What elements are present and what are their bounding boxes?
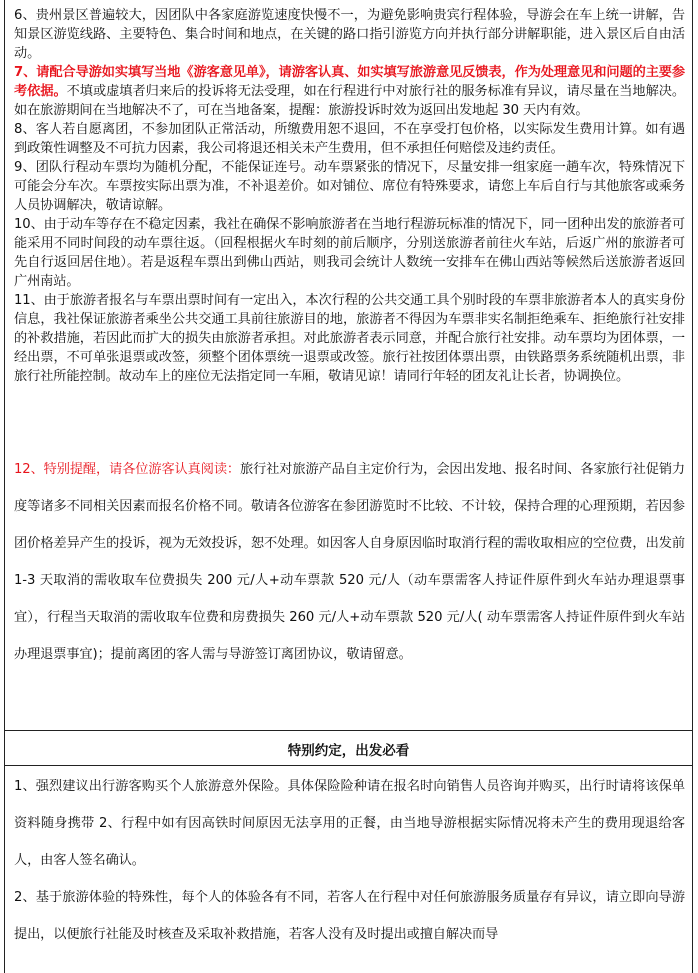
term-item-8: 8、客人若自愿离团，不参加团队正常活动，所缴费用恕不退回，不在享受打包价格，以实际发生费用计算。如有遇到政策性调整及不可抗力因素，我公司将退还相关未产生费用，但不承担任何赔偿及违约责任。 (14, 122, 685, 156)
special-agreement-heading: 特别约定，出发必看 (287, 743, 410, 759)
term-item-12: 12、特别提醒，请各位游客认真阅读：旅行社对旅游产品自主定价行为，会因出发地、报名时间、各家旅行社促销力度等诸多不同相关因素而报名价格不同。敬请各位游客在参团游览时不比较、不计较，保持合理的心理预期，若因参团价格差异产生的投诉，视为无效投诉，恕不处理。如因客人自身原因临时取消行程的需收取相应的空位费，出发前 1-3 天取消的需收取车位费损失 200 元/人+动车票款 520 元/人（动车票需客人持证件原件到火车站办理退票事宜），行程当天取消的需收取车位费和房费损失 260 元/人+动车票款 520 元/人( 动车票需客人持证件原件到火车站办理退票事宜)；提前离团的客人需与导游签订离团协议，敬请留意。 (14, 462, 685, 662)
special-item-1: 1、强烈建议出行游客购买个人旅游意外保险。具体保险险种请在报名时向销售人员咨询并购买，出行时请将该保单资料随身携带 2、行程中如有因高铁时间原因无法享用的正餐，由当地导游根据实际情况将未产生的费用现退给客人，由客人签名确认。 (14, 779, 685, 868)
terms-block (5, 6, 692, 386)
term-item-7-highlight: 7、请配合导游如实填写当地《游客意见单》，请游客认真、如实填写旅游意见反馈表，作为处理意见和问题的主要参考依据。 (14, 65, 685, 99)
special-agreement-body (5, 768, 692, 953)
term-item-10: 10、由于动车等存在不稳定因素，我社在确保不影响旅游者在当地行程游玩标准的情况下，同一团种出发的旅游者可能采用不同时间段的动车票往返。（回程根据火车时刻的前后顺序，分别送旅游者前往火车站，后返广州的旅游者可先自行返回居住地）。若是返程车票出到佛山西站，则我司会统计人数统一安排车在佛山西站等候然后送旅游者返回广州南站。 (14, 217, 685, 289)
term-item-6: 6、贵州景区普遍较大，因团队中各家庭游览速度快慢不一，为避免影响贵宾行程体验，导游会在车上统一讲解，告知景区游览线路、主要特色、集合时间和地点，在关键的路口指引游览方向并执行部分讲解职能，进入景区后自由活动。 (14, 8, 685, 61)
divider (5, 765, 692, 766)
divider (5, 730, 692, 731)
term-item-12-highlight: 12、特别提醒，请各位游客认真阅读： (14, 462, 240, 477)
term-item-7: 7、请配合导游如实填写当地《游客意见单》，请游客认真、如实填写旅游意见反馈表，作为处理意见和问题的主要参考依据。不填或虚填者归来后的投诉将无法受理，如在行程进行中对旅行社的服务标准有异议，请尽量在当地解决。如在旅游期间在当地解决不了，可在当地备案，提醒：旅游投诉时效为返回出发地起 30 天内有效。 (14, 65, 685, 118)
special-item-2: 2、基于旅游体验的特殊性，每个人的体验各有不同，若客人在行程中对任何旅游服务质量存有异议，请立即向导游提出，以便旅行社能及时核查及采取补救措施，若客人没有及时提出或擅自解决而导 (14, 890, 685, 942)
term-item-11: 11、由于旅游者报名与车票出票时间有一定出入，本次行程的公共交通工具个别时段的车票非旅游者本人的真实身份信息，我社保证旅游者乘坐公共交通工具前往旅游目的地，旅游者不得因为车票非实名制拒绝乘车、拒绝旅行社安排的补救措施，若因此而扩大的损失由旅游者承担。对此旅游者表示同意，并配合旅行社安排。动车票均为团体票，一经出票，不可单张退票或改签，须整个团体票统一退票或改签。旅行社按团体票出票，由铁路票务系统随机出票，非旅行社所能控制。故动车上的座位无法指定同一车厢，敬请见谅！请同行年轻的团友礼让长者，协调换位。 (14, 293, 685, 384)
terms-table (4, 0, 693, 973)
term-item-9: 9、团队行程动车票均为随机分配，不能保证连号。动车票紧张的情况下，尽量安排一组家庭一趟车次，特殊情况下可能会分车次。车票按实际出票为准，不补退差价。如对铺位、席位有特殊要求，请您上车后自行与其他旅客或乘务人员协调解决，敬请谅解。 (14, 160, 685, 213)
